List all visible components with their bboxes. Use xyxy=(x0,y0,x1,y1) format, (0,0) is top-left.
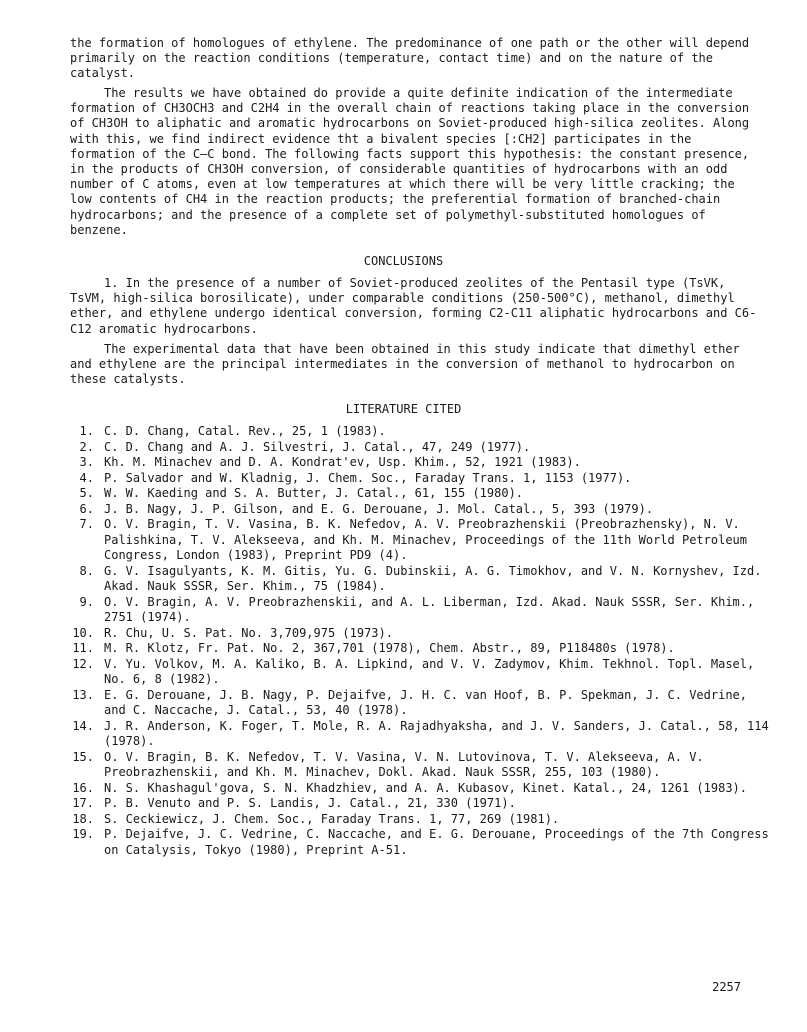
reference-item xyxy=(70,626,770,642)
body-paragraph-2: The results we have obtained do provide a quite definite indication of the intermediate formation of CH3OCH3 and C2H4 in the overall chain of reactions taking place in the conversion of CH3OH to aliphatic and aromatic hydrocarbons on Soviet-produced high-silica zeolites. Along with this, we find indirect evidence tht a bivalent species [:CH2] participates in the formation of the C–C bond. The following facts support this hypothesis: the constant presence, in the products of CH3OH conversion, of considerable quantities of hydrocarbons with an odd number of C atoms, even at low temperatures at which there will be very little cracking; the low contents of CH4 in the reaction products; the preferential formation of branched-chain hydrocarbons; and the presence of a complete set of polymethyl-substituted homologues of benzene. xyxy=(70,86,750,237)
reference-item xyxy=(70,719,770,750)
reference-text: Kh. M. Minachev and D. A. Kondrat'ev, Usp. Khim., 52, 1921 (1983). xyxy=(104,455,581,469)
reference-text: J. R. Anderson, K. Foger, T. Mole, R. A. Rajadhyaksha, and J. V. Sanders, J. Catal., 58, 114 (1978). xyxy=(104,718,769,748)
reference-number: 1. xyxy=(79,424,94,438)
body-paragraph-1: the formation of homologues of ethylene. The predominance of one path or the other will depend primarily on the reaction conditions (temperature, contact time) and on the nature of the catalyst. xyxy=(70,36,750,81)
reference-item xyxy=(70,564,770,595)
reference-item xyxy=(70,595,770,626)
reference-item xyxy=(70,781,770,797)
reference-text: O. V. Bragin, B. K. Nefedov, T. V. Vasina, V. N. Lutovinova, T. V. Alekseeva, A. V. Preobrazhenskii, and Kh. M. Minachev, Dokl. Akad. Nauk SSSR, 255, 103 (1980). xyxy=(104,749,704,779)
reference-number: 15. xyxy=(72,749,94,764)
reference-text: R. Chu, U. S. Pat. No. 3,709,975 (1973). xyxy=(104,625,393,640)
reference-item xyxy=(70,486,770,502)
reference-text: J. B. Nagy, J. P. Gilson, and E. G. Derouane, J. Mol. Catal., 5, 393 (1979). xyxy=(104,501,654,516)
reference-number: 13. xyxy=(72,687,94,702)
literature-cited-heading: LITERATURE CITED xyxy=(345,402,462,416)
reference-item xyxy=(70,827,770,858)
reference-number: 2. xyxy=(79,439,94,454)
conclusion-item-1: 1. In the presence of a number of Soviet-produced zeolites of the Pentasil type (TsVK, TsVM, high-silica borosilicate), under comparable conditions (250-500°C), methanol, dimethyl ether, and ethylene undergo identical conversion, forming C2-C11 aliphatic hydrocarbons and C6-C12 aromatic hydrocarbons. xyxy=(70,276,757,336)
reference-text: E. G. Derouane, J. B. Nagy, P. Dejaifve, J. H. C. van Hoof, B. P. Spekman, J. C. Vedrine, and C. Naccache, J. Catal., 53, 40 (1978). xyxy=(104,687,747,717)
reference-number: 18. xyxy=(72,811,94,826)
reference-number: 9. xyxy=(79,594,94,609)
reference-item xyxy=(70,471,770,487)
reference-item xyxy=(70,440,770,456)
reference-text: M. R. Klotz, Fr. Pat. No. 2, 367,701 (1978), Chem. Abstr., 89, P118480s (1978). xyxy=(104,641,675,655)
reference-number: 17. xyxy=(72,796,94,810)
reference-item xyxy=(70,750,770,781)
reference-text: P. Salvador and W. Kladnig, J. Chem. Soc., Faraday Trans. 1, 1153 (1977). xyxy=(104,470,632,485)
reference-text: W. W. Kaeding and S. A. Butter, J. Catal., 61, 155 (1980). xyxy=(104,486,524,500)
reference-text: O. V. Bragin, T. V. Vasina, B. K. Nefedov, A. V. Preobrazhenskii (Preobrazhensky), N. V. Palishkina, T. V. Alekseeva, and Kh. M. Minachev, Proceedings of the 11th World Petroleum Congress, London (1983), Preprint PD9 (4). xyxy=(104,517,747,562)
reference-text: S. Ceckiewicz, J. Chem. Soc., Faraday Trans. 1, 77, 269 (1981). xyxy=(104,811,560,826)
reference-text: P. Dejaifve, J. C. Vedrine, C. Naccache, and E. G. Derouane, Proceedings of the 7th Congress on Catalysis, Tokyo (1980), Preprint A-51. xyxy=(104,827,769,857)
conclusion-item-2: The experimental data that have been obtained in this study indicate that dimethyl ether and ethylene are the principal intermediates in the conversion of methanol to hydrocarbon on these catalysts. xyxy=(70,342,740,387)
reference-text: C. D. Chang and A. J. Silvestri, J. Catal., 47, 249 (1977). xyxy=(104,439,531,454)
reference-item xyxy=(70,517,770,564)
reference-item xyxy=(70,641,770,657)
reference-text: V. Yu. Volkov, M. A. Kaliko, B. A. Lipkind, and V. V. Zadymov, Khim. Tekhnol. Topl. Masel, No. 6, 8 (1982). xyxy=(104,656,755,686)
reference-number: 7. xyxy=(79,517,94,531)
reference-text: O. V. Bragin, A. V. Preobrazhenskii, and A. L. Liberman, Izd. Akad. Nauk SSSR, Ser. Khim., 2751 (1974). xyxy=(104,594,755,624)
reference-item xyxy=(70,688,770,719)
reference-text: C. D. Chang, Catal. Rev., 25, 1 (1983). xyxy=(104,424,386,438)
reference-item xyxy=(70,657,770,688)
reference-item xyxy=(70,812,770,828)
reference-number: 4. xyxy=(79,470,94,485)
reference-item xyxy=(70,424,770,440)
reference-list xyxy=(70,424,770,858)
reference-item xyxy=(70,796,770,812)
reference-number: 14. xyxy=(72,718,94,733)
conclusions-heading: CONCLUSIONS xyxy=(363,254,444,268)
reference-item xyxy=(70,455,770,471)
reference-number: 16. xyxy=(72,780,94,795)
page-number: 2257 xyxy=(712,980,741,994)
reference-number: 3. xyxy=(79,455,94,469)
reference-number: 19. xyxy=(72,827,94,841)
reference-text: N. S. Khashagul'gova, S. N. Khadzhiev, and A. A. Kubasov, Kinet. Katal., 24, 1261 (1983). xyxy=(104,780,747,795)
reference-number: 11. xyxy=(72,641,94,655)
reference-item xyxy=(70,502,770,518)
reference-number: 5. xyxy=(79,486,94,500)
reference-number: 12. xyxy=(72,656,94,671)
reference-text: P. B. Venuto and P. S. Landis, J. Catal., 21, 330 (1971). xyxy=(104,796,516,810)
reference-text: G. V. Isagulyants, K. M. Gitis, Yu. G. Dubinskii, A. G. Timokhov, and V. N. Kornyshev, Izd. Akad. Nauk SSSR, Ser. Khim., 75 (1984). xyxy=(104,563,762,593)
reference-number: 10. xyxy=(72,625,94,640)
reference-number: 8. xyxy=(79,563,94,578)
reference-number: 6. xyxy=(79,501,94,516)
